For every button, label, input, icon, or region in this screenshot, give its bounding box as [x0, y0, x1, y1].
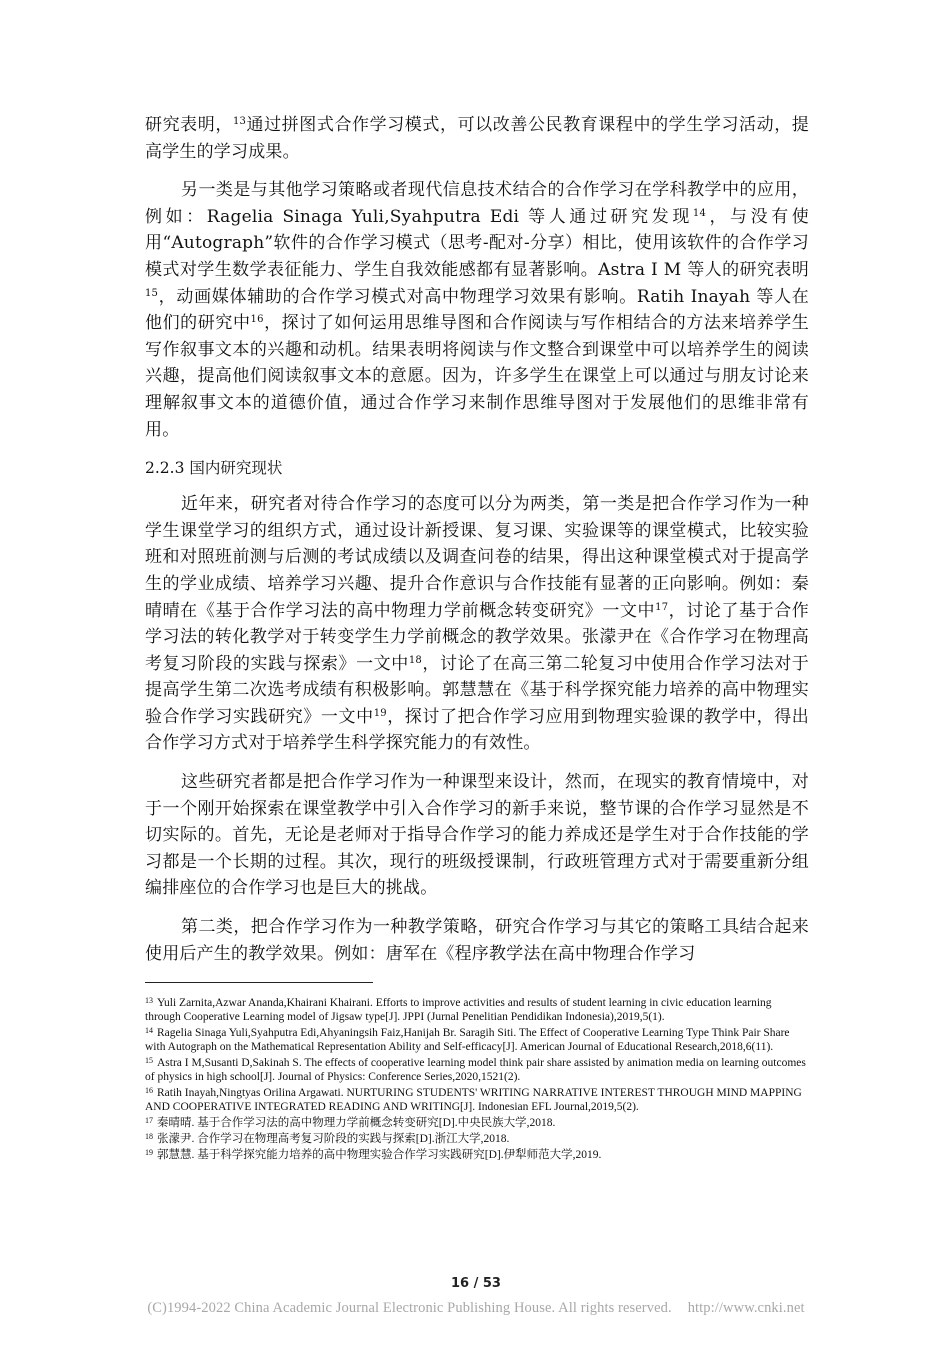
- footnote-13: [145, 994, 809, 1024]
- footnote-ref[interactable]: 13: [232, 116, 247, 127]
- text-run: ，探讨了如何运用思维导图和合作阅读与写作相结合的方法来培养学生写作叙事文本的兴趣和动机。结果表明将阅读与作文整合到课堂中可以培养学生的阅读兴趣，提高他们阅读叙事文本的意愿。因为，许多学生在课堂上可以通过与朋友讨论来理解叙事文本的道德价值，通过合作学习来制作思维导图对于发展他们的思维非常有用。: [145, 313, 809, 440]
- section-heading: 2.2.3 国内研究现状: [145, 459, 283, 478]
- footnote-number: 14: [145, 1026, 153, 1035]
- footnote-ref[interactable]: 19: [373, 707, 387, 719]
- footnote-number: 15: [145, 1056, 153, 1065]
- paragraph-2: [145, 177, 809, 443]
- footnote-17: [145, 1114, 809, 1130]
- footnote-number: 16: [145, 1086, 153, 1095]
- footnote-text: 秦晴晴. 基于合作学习法的高中物理力学前概念转变研究[D].中央民族大学,2018.: [157, 1117, 556, 1129]
- text-run: 通过拼图式合作学习模式，可以改善公民教育课程中的学生学习活动，提高学生的学习成果。: [145, 115, 810, 162]
- paragraph-1: [145, 112, 809, 165]
- text-run: ，讨论了在高三第二轮复习中使用合作学习法对于提高学生第二次选考成绩有积极影响。郭慧慧在《基于科学探究能力培养的高中物理实验合作学习实践研究》一文中: [145, 653, 810, 727]
- footnote-14: [145, 1024, 809, 1054]
- watermark-text: (C)1994-2022 China Academic Journal Electronic Publishing House. All rights reserved.: [147, 1300, 672, 1316]
- text-run: ，探讨了把合作学习应用到物理实验课的教学中，得出合作学习方式对于培养学生科学探究能力的有效性。: [145, 706, 809, 754]
- footnote-ref[interactable]: 15: [145, 287, 159, 299]
- footnote-ref[interactable]: 18: [408, 654, 422, 666]
- paragraph-4: 这些研究者都是把合作学习作为一种课型来设计，然而，在现实的教育情境中，对于一个刚开始探索在课堂教学中引入合作学习的新手来说，整节课的合作学习显然是不切实际的。首先，无论是老师对于指导合作学习的能力养成还是学生对于合作技能的学习都是一个长期的过程。其次，现行的班级授课制，行政班管理方式对于需要重新分组编排座位的合作学习也是巨大的挑战。: [145, 772, 809, 899]
- paragraph-5: 第二类，把合作学习作为一种教学策略，研究合作学习与其它的策略工具结合起来使用后产生的教学效果。例如：唐军在《程序教学法在高中物理合作学习: [145, 917, 809, 964]
- footnote-15: [145, 1054, 809, 1084]
- footnote-text: Yuli Zarnita,Azwar Ananda,Khairani Khairani. Efforts to improve activities and results of student learning in civic education learning through Cooperative Learning model of Jigsaw type[J]. JPPI (Jurnal Penelitian Pendidikan Indonesia),2019,5(1).: [145, 997, 772, 1023]
- page-number: 16 / 53: [451, 1276, 501, 1291]
- footnote-number: 17: [145, 1116, 153, 1125]
- text-run: ，讨论了基于合作学习法的转化教学对于转变学生力学前概念的教学效果。张濛尹在《合作学习在物理高考复习阶段的实践与探索》一文中: [145, 600, 809, 674]
- footnotes: [145, 994, 809, 1162]
- body-text: [145, 112, 809, 979]
- footnote-text: Ratih Inayah,Ningtyas Orilina Argawati. NURTURING STUDENTS' WRITING NARRATIVE INTEREST THROUGH MIND MAPPING AND COOPERATIVE INTEGRATED READING AND WRITING[J]. Indonesian EFL Journal,2019,5(2).: [145, 1087, 802, 1113]
- footnote-16: [145, 1084, 809, 1114]
- watermark-url[interactable]: http://www.cnki.net: [687, 1300, 805, 1316]
- footnote-text: 张濛尹. 合作学习在物理高考复习阶段的实践与探索[D].浙江大学,2018.: [157, 1133, 510, 1145]
- text-run: ，与没有使用“Autograph”软件的合作学习模式（思考-配对-分享）相比，使用该软件的合作学习模式对学生数学表征能力、学生自我效能感都有显著影响。Astra I M 等人的研究表明: [145, 206, 810, 280]
- footnote-text: Ragelia Sinaga Yuli,Syahputra Edi,Ahyaningsih Faiz,Hanijah Br. Saragih Siti. The Effect of Cooperative Learning Type Think Pair Share with Autograph on the Mathematical Representation Ability and Self-efficacy[J]. American Journal of Educational Research,2018,6(11).: [145, 1027, 790, 1053]
- paragraph-3: [145, 491, 809, 757]
- footnote-18: [145, 1130, 809, 1146]
- footnote-ref[interactable]: 17: [655, 601, 669, 613]
- text-run: ，动画媒体辅助的合作学习模式对高中物理学习效果有影响。Ratih Inayah 等人在他们的研究中: [145, 286, 809, 334]
- footnote-text: Astra I M,Susanti D,Sakinah S. The effects of cooperative learning model think pair share assisted by animation media on learning outcomes of physics in high school[J]. Journal of Physics: Conference Series,2020,1521(2).: [145, 1057, 806, 1083]
- footnote-number: 19: [145, 1148, 153, 1157]
- footnote-number: 18: [145, 1132, 153, 1141]
- copyright-watermark: [0, 1300, 952, 1317]
- footnote-19: [145, 1146, 809, 1162]
- footnote-ref[interactable]: 14: [692, 207, 707, 219]
- text-run: 另一类是与其他学习策略或者现代信息技术结合的合作学习在学科教学中的应用，例如：Ragelia Sinaga Yuli,Syahputra Edi 等人通过研究发现: [145, 180, 809, 227]
- footnote-ref[interactable]: 16: [250, 314, 264, 326]
- footnote-number: 13: [145, 996, 153, 1005]
- footnote-divider: [145, 982, 373, 983]
- text-run: 近年来，研究者对待合作学习的态度可以分为两类，第一类是把合作学习作为一种学生课堂学习的组织方式，通过设计新授课、复习课、实验课等的课堂模式，比较实验班和对照班前测与后测的考试成绩以及调查问卷的结果，得出这种课堂模式对于提高学生的学业成绩、培养学习兴趣、提升合作意识与合作技能有显著的正向影响。例如：秦晴晴在《基于合作学习法的高中物理力学前概念转变研究》一文中: [145, 494, 809, 621]
- text-run: 研究表明，: [145, 115, 233, 135]
- footnote-text: 郭慧慧. 基于科学探究能力培养的高中物理实验合作学习实践研究[D].伊犁师范大学,2019.: [157, 1149, 602, 1161]
